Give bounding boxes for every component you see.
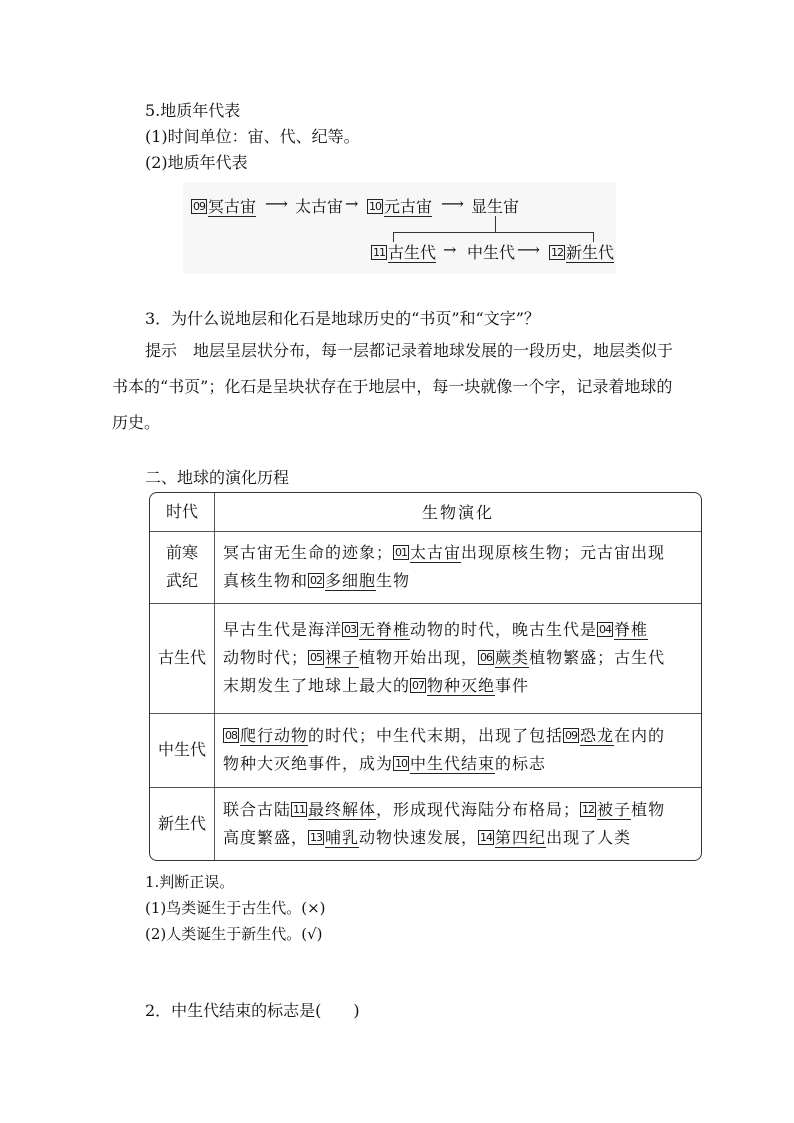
text: 动物时代； bbox=[223, 648, 309, 667]
answer-07: 物种灭绝 bbox=[427, 676, 496, 695]
text: 真核生物和 bbox=[223, 571, 309, 590]
table-row-paleozoic bbox=[150, 603, 701, 713]
connector-horizontal bbox=[393, 232, 593, 233]
text: 植物繁盛；古生代 bbox=[529, 648, 666, 667]
table-row-cenozoic bbox=[150, 787, 701, 860]
text: 事件 bbox=[495, 676, 530, 695]
timeline-node-phanerozoic: 显生宙 bbox=[471, 197, 520, 216]
hint-line-3: 历史。 bbox=[112, 413, 161, 432]
section-5-item-1: (1)时间单位：宙、代、纪等。 bbox=[145, 127, 360, 146]
text: 动物的时代，晚古生代是 bbox=[410, 620, 598, 639]
answer-06: 蕨类 bbox=[495, 648, 530, 667]
judge-item-2: (2)人类诞生于新生代。(√) bbox=[145, 925, 323, 943]
text: 植物 bbox=[631, 799, 666, 819]
answer-14: 第四纪 bbox=[495, 827, 547, 847]
era-cenozoic: 新生代 bbox=[150, 787, 215, 860]
blank-number-12: 12 bbox=[551, 246, 563, 259]
answer-03: 无脊椎 bbox=[359, 620, 411, 639]
text: 高度繁盛， bbox=[223, 827, 309, 847]
timeline-node-mesozoic: 中生代 bbox=[467, 243, 516, 262]
answer-proterozoic: 元古宙 bbox=[384, 197, 433, 216]
geologic-timeline-diagram bbox=[183, 182, 616, 274]
arrow-5: ⟶ bbox=[517, 240, 540, 259]
text: 末期发生了地球上最大的 bbox=[223, 676, 411, 695]
section-5-item-2: (2)地质年代表 bbox=[145, 153, 248, 172]
text: 植物开始出现， bbox=[359, 648, 479, 667]
blank-number-05: 05 bbox=[310, 651, 323, 664]
era-precambrian bbox=[150, 531, 215, 603]
text: 的时代；中生代末期，出现了包括 bbox=[308, 726, 564, 745]
blank-number-04: 04 bbox=[599, 623, 612, 636]
timeline-node-proterozoic bbox=[367, 194, 432, 217]
text: 的标志 bbox=[495, 754, 547, 773]
table-header-row bbox=[150, 493, 701, 531]
evolution-paleozoic bbox=[215, 603, 702, 713]
blank-number-10: 10 bbox=[395, 757, 408, 770]
answer-05: 裸子 bbox=[325, 648, 360, 667]
blank-number-11: 11 bbox=[293, 802, 306, 816]
answer-09: 恐龙 bbox=[580, 726, 615, 745]
question-2: 2．中生代结束的标志是( ) bbox=[145, 1001, 360, 1020]
timeline-node-cenozoic bbox=[549, 240, 614, 263]
section-2-title: 二、地球的演化历程 bbox=[145, 468, 290, 487]
timeline-node-archean: 太古宙 bbox=[295, 197, 344, 216]
answer-10: 中生代结束 bbox=[410, 754, 496, 773]
era-mesozoic: 中生代 bbox=[150, 713, 215, 787]
arrow-2: → bbox=[345, 194, 359, 213]
answer-12: 被子 bbox=[597, 799, 632, 819]
arrow-1: ⟶ bbox=[265, 194, 288, 213]
text: 出现了人类 bbox=[546, 827, 632, 847]
blank-number-12: 12 bbox=[582, 802, 595, 816]
answer-11: 最终解体 bbox=[308, 799, 377, 819]
judge-item-1: (1)鸟类诞生于古生代。(×) bbox=[145, 899, 326, 917]
blank-number-03: 03 bbox=[344, 623, 357, 636]
era-precambrian-line-2: 武纪 bbox=[165, 571, 198, 590]
blank-number-13: 13 bbox=[310, 830, 323, 844]
judge-title: 1.判断正误。 bbox=[145, 873, 235, 891]
question-3: 3．为什么说地层和化石是地球历史的“书页”和“文字”？ bbox=[145, 309, 540, 328]
evolution-precambrian bbox=[215, 531, 702, 603]
era-precambrian-line-1: 前寒 bbox=[165, 543, 198, 562]
header-era: 时代 bbox=[150, 493, 215, 531]
text: 生物 bbox=[376, 571, 411, 590]
blank-number-10: 10 bbox=[369, 200, 381, 213]
answer-hadean: 冥古宙 bbox=[208, 197, 257, 216]
blank-number-14: 14 bbox=[480, 830, 493, 844]
evolution-cenozoic bbox=[215, 787, 702, 860]
answer-cenozoic: 新生代 bbox=[566, 243, 615, 262]
text: 物种大灭绝事件，成为 bbox=[223, 754, 394, 773]
timeline-node-paleozoic bbox=[371, 240, 436, 263]
table-row-mesozoic bbox=[150, 713, 701, 787]
timeline-node-hadean bbox=[191, 194, 256, 217]
blank-number-08: 08 bbox=[225, 729, 237, 742]
answer-08: 爬行动物 bbox=[240, 726, 309, 745]
text: ，形成现代海陆分布格局； bbox=[376, 799, 581, 819]
section-5-title: 5.地质年代表 bbox=[145, 101, 241, 120]
blank-number-01: 01 bbox=[395, 546, 408, 559]
text: 早古生代是海洋 bbox=[223, 620, 343, 639]
hint-line-2: 书本的“书页”；化石是呈块状存在于地层中，每一块就像一个字，记录着地球的 bbox=[112, 377, 673, 396]
arrow-4: → bbox=[443, 240, 457, 259]
blank-number-09: 09 bbox=[565, 729, 578, 742]
text: 联合古陆 bbox=[223, 799, 292, 819]
header-evolution: 生物演化 bbox=[215, 493, 702, 531]
era-paleozoic: 古生代 bbox=[150, 603, 215, 713]
text: 在内的 bbox=[614, 726, 666, 745]
earth-evolution-table bbox=[149, 492, 702, 861]
arrow-3: ⟶ bbox=[441, 194, 464, 213]
blank-number-11: 11 bbox=[373, 246, 385, 259]
text: 出现原核生物；元古宙出现 bbox=[461, 543, 666, 562]
answer-paleozoic: 古生代 bbox=[388, 243, 437, 262]
hint-line-1: 提示 地层呈层状分布，每一层都记录着地球发展的一段历史，地层类似于 bbox=[145, 341, 674, 360]
answer-01: 太古宙 bbox=[410, 543, 462, 562]
evolution-mesozoic bbox=[215, 713, 702, 787]
answer-02: 多细胞 bbox=[325, 571, 377, 590]
answer-13: 哺乳 bbox=[325, 827, 360, 847]
connector-vertical bbox=[495, 216, 496, 232]
blank-number-02: 02 bbox=[310, 574, 323, 587]
table-row-precambrian bbox=[150, 531, 701, 603]
answer-04: 脊椎 bbox=[614, 620, 649, 639]
blank-number-07: 07 bbox=[412, 679, 425, 692]
text: 冥古宙无生命的迹象； bbox=[223, 543, 394, 562]
text: 动物快速发展， bbox=[359, 827, 479, 847]
blank-number-06: 06 bbox=[480, 651, 493, 664]
blank-number-09: 09 bbox=[193, 200, 205, 213]
